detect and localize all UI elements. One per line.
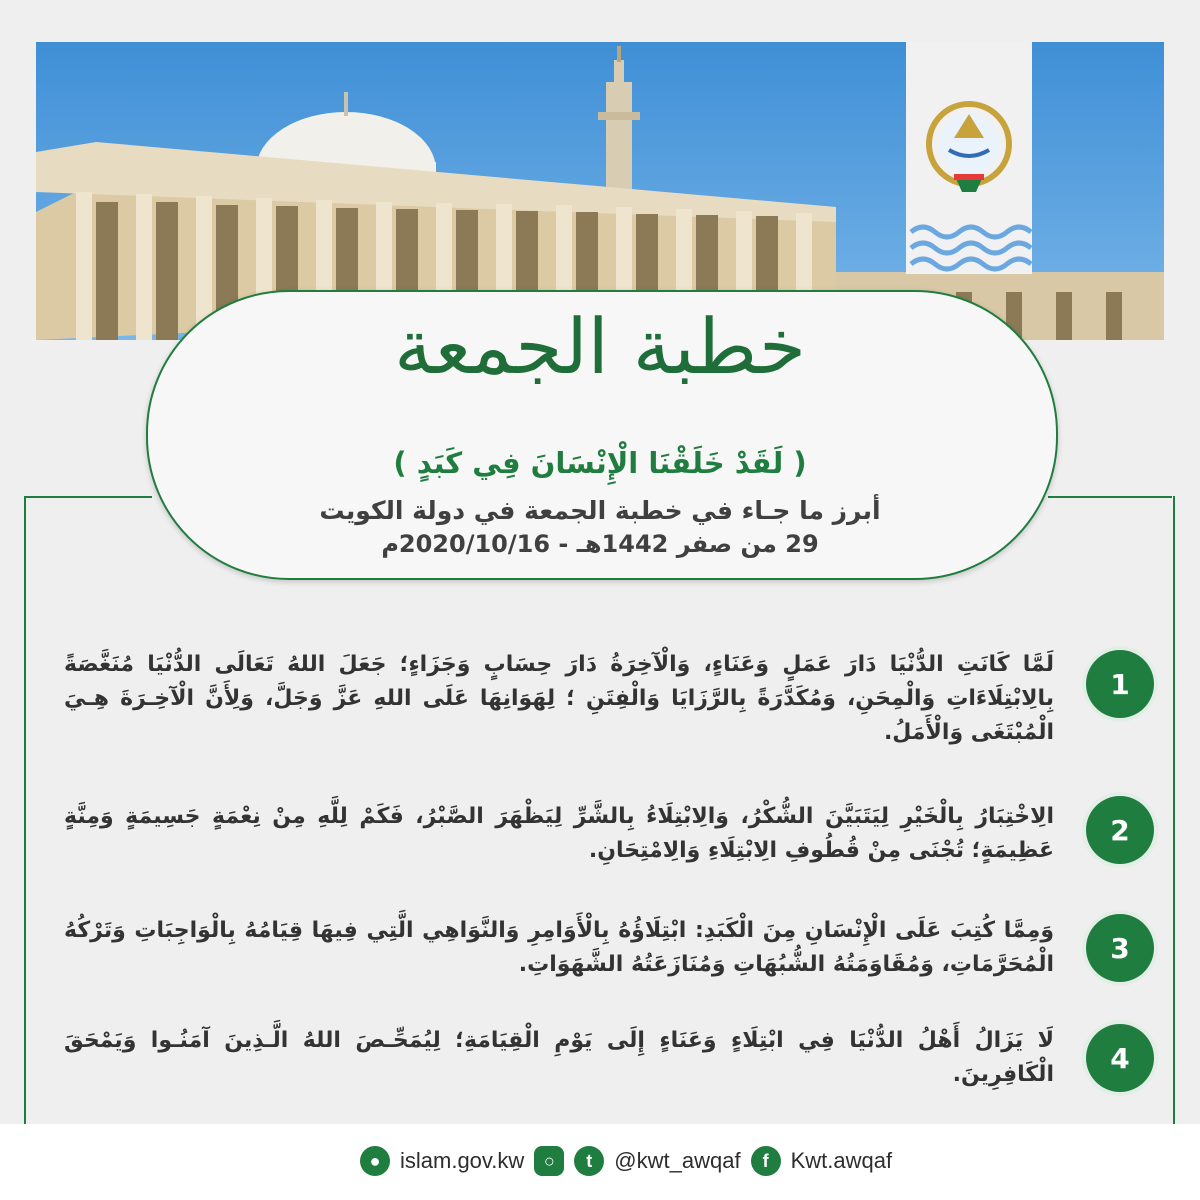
footer <box>0 1124 1200 1200</box>
minaret <box>606 82 632 192</box>
verse-text: ( لَقَدْ خَلَقْنَا الْإِنْسَانَ فِي كَبَدٍ ) <box>393 446 807 480</box>
website-link[interactable]: islam.gov.kw <box>400 1148 525 1173</box>
item-text: الِاخْتِبَارُ بِالْخَيْرِ لِيَتَبَيَّنَ الشُّكْرُ، وَالِابْتِلَاءُ بِالشَّرِّ لِيَظْهَرَ الصَّبْرُ، فَكَمْ لِلَّهِ مِنْ نِعْمَةٍ جَسِيمَةٍ وَمِنَّةٍ عَظِيمَةٍ؛ تُجْنَى مِنْ قُطُوفِ الِابْتِلَاءِ وَالِامْتِحَانِ. <box>64 804 1054 863</box>
globe-icon: ● <box>360 1146 390 1176</box>
number-badge: 1 <box>1086 650 1154 718</box>
number-badge: 3 <box>1086 914 1154 982</box>
page-title: خطبة الجمعة <box>394 302 806 391</box>
subtitle: أبرز ما جـاء في خطبة الجمعة في دولة الكويت <box>319 496 881 525</box>
item-text: لَا يَزَالُ أَهْلُ الدُّنْيَا فِي ابْتِلَاءٍ وَعَنَاءٍ إِلَى يَوْمِ الْقِيَامَةِ؛ لِيُمَحِّـصَ اللهُ الَّـذِينَ آمَنُـوا وَيَمْحَقَ الْكَافِرِينَ. <box>64 1028 1054 1087</box>
facebook-handle[interactable]: Kwt.awqaf <box>790 1148 893 1173</box>
footer-links <box>360 1146 892 1176</box>
number-badge: 2 <box>1086 796 1154 864</box>
item-text: لَمَّا كَانَتِ الدُّنْيَا دَارَ عَمَلٍ وَعَنَاءٍ، وَالْآخِرَةُ دَارَ حِسَابٍ وَجَزَاءٍ؛ جَعَلَ اللهُ تَعَالَى الدُّنْيَا مُنَغَّصَةً بِالِابْتِلَاءَاتِ وَالْمِحَنِ، وَمُكَدَّرَةً بِالرَّزَايَا وَالْفِتَنِ ؛ لِهَوَانِهَا عَلَى اللهِ عَزَّ وَجَلَّ، وَلِأَنَّ الْآخِـرَةَ هِـيَ الْمُبْتَغَى وَالْأَمَلُ. <box>64 652 1054 745</box>
number-badge: 4 <box>1086 1024 1154 1092</box>
date-text: 29 من صفر 1442هـ - 2020/10/16م <box>381 530 819 558</box>
twitter-handle[interactable]: @kwt_awqaf <box>614 1148 741 1173</box>
instagram-icon[interactable]: ○ <box>534 1146 564 1176</box>
facebook-icon[interactable]: f <box>751 1146 781 1176</box>
twitter-icon[interactable]: t <box>574 1146 604 1176</box>
item-text: وَمِمَّا كُتِبَ عَلَى الْإِنْسَانِ مِنَ الْكَبَدِ: ابْتِلَاؤُهُ بِالْأَوَامِرِ وَالنَّوَاهِي الَّتِي فِيهَا قِيَامُهُ بِالْوَاجِبَاتِ وَتَرْكُهُ الْمُحَرَّمَاتِ، وَمُقَاوَمَتُهُ الشُّبُهَاتِ وَمُنَازَعَتُهُ الشَّهَوَاتِ. <box>64 918 1054 977</box>
